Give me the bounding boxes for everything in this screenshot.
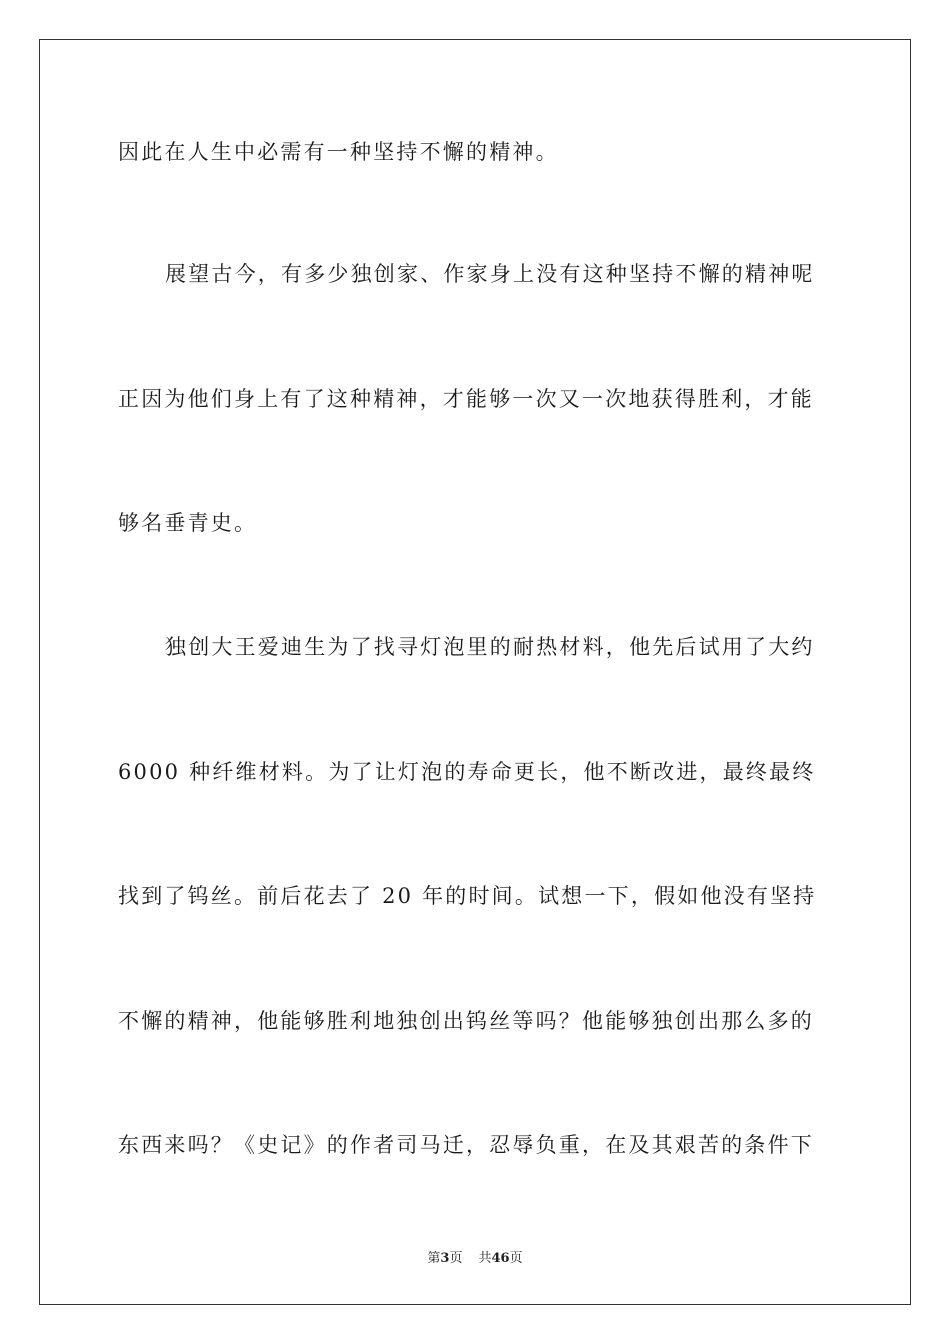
text-line: 不懈的精神，他能够胜利地独创出钨丝等吗？他能够独创出那么多的	[118, 1009, 814, 1033]
page-footer	[0, 1247, 950, 1266]
total-suffix: 页	[509, 1251, 523, 1266]
text-line: 展望古今，有多少独创家、作家身上没有这种坚持不懈的精神呢	[165, 262, 815, 286]
text-line: 因此在人生中必需有一种坚持不懈的精神。	[118, 140, 559, 164]
page-number: 3	[440, 1251, 450, 1266]
text-line: 独创大王爱迪生为了找寻灯泡里的耐热材料，他先后试用了大约	[165, 635, 815, 659]
total-pages: 46	[491, 1251, 510, 1266]
page-prefix: 第	[427, 1251, 441, 1266]
text-line: 找到了钨丝。前后花去了 20 年的时间。试想一下，假如他没有坚持	[118, 884, 817, 908]
total-prefix: 共	[478, 1251, 492, 1266]
page-border	[39, 39, 911, 1305]
text-line: 东西来吗？《史记》的作者司马迁，忍辱负重，在及其艰苦的条件下	[118, 1133, 814, 1157]
text-line: 够名垂青史。	[118, 511, 258, 535]
text-line: 正因为他们身上有了这种精神，才能够一次又一次地获得胜利，才能	[118, 387, 814, 411]
text-line: 6000 种纤维材料。为了让灯泡的寿命更长，他不断改进，最终最终	[118, 760, 816, 784]
page-suffix: 页	[449, 1251, 463, 1266]
